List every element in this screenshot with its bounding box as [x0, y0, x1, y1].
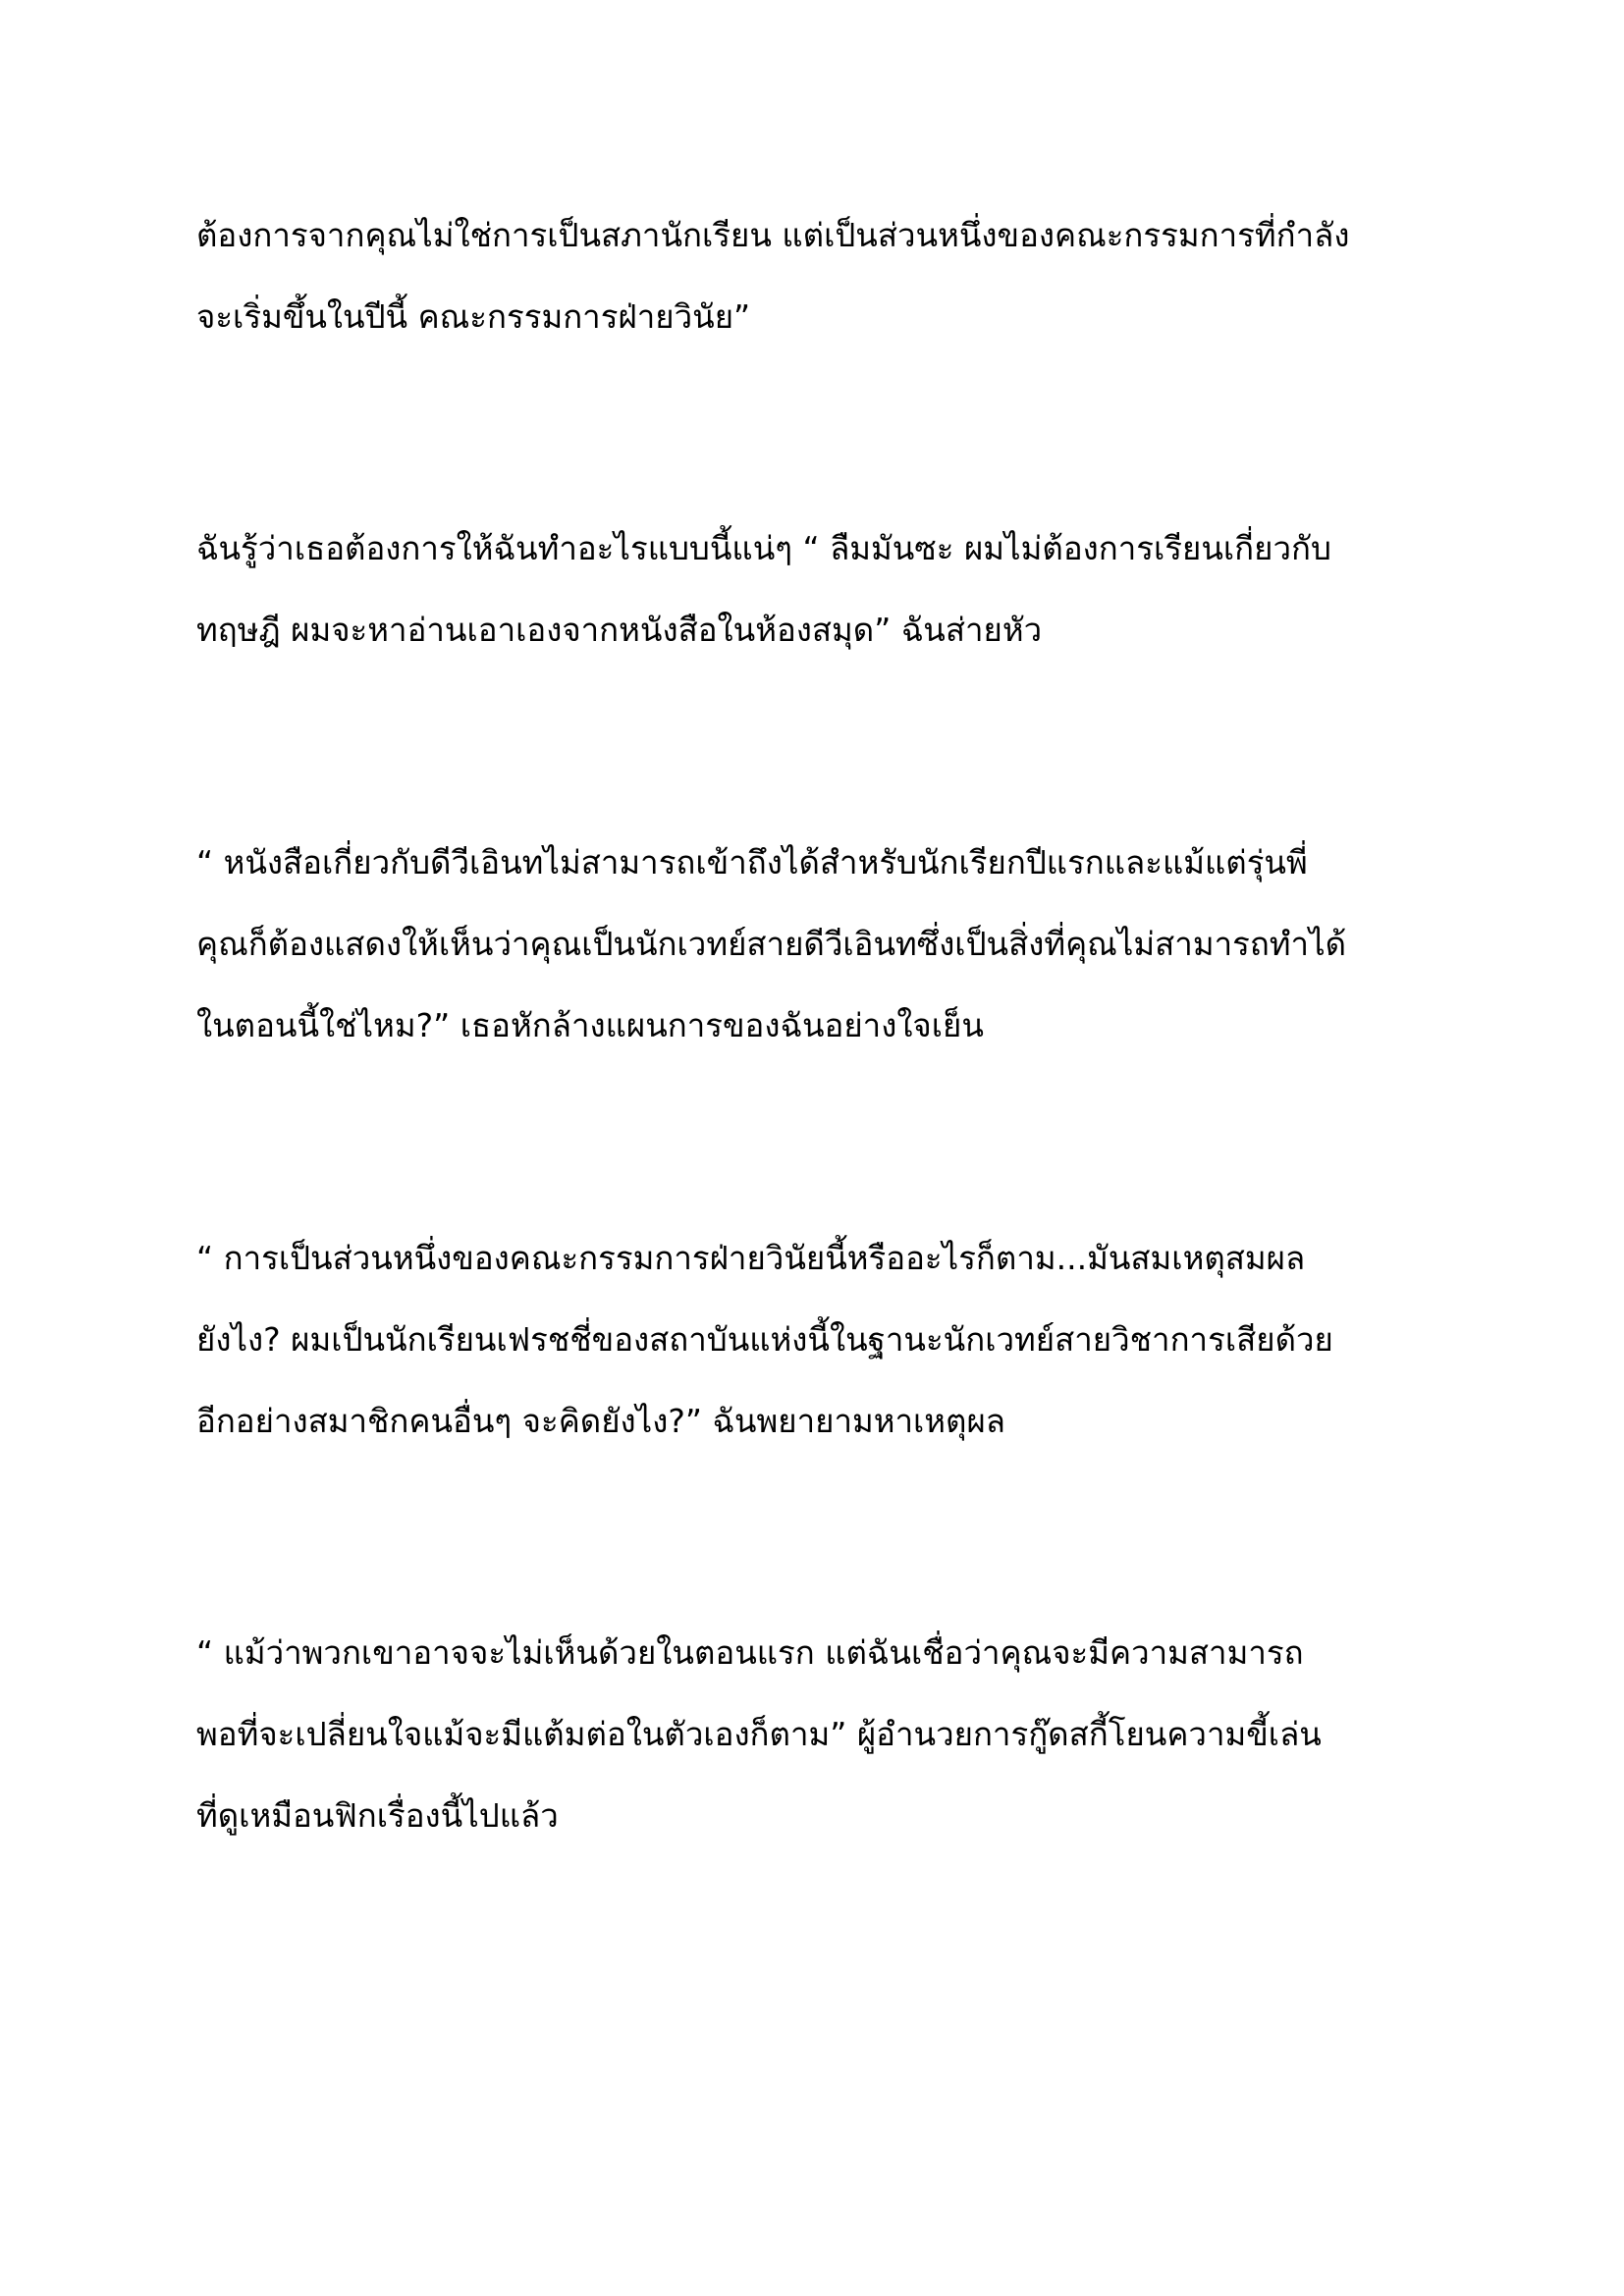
text-line: ในตอนนี้ใช่ไหม?” เธอหักล้างแผนการของฉันอย่างใจเย็น [196, 1006, 984, 1044]
text-line: “ การเป็นส่วนหนึ่งของคณะกรรมการฝ่ายวินัยนี้หรืออะไรก็ตาม...มันสมเหตุสมผล [196, 1239, 1306, 1277]
text-line: “ แม้ว่าพวกเขาอาจจะไม่เห็นด้วยในตอนแรก แต่ฉันเชื่อว่าคุณจะมีความสามารถ [196, 1633, 1304, 1672]
text-line: ฉันรู้ว่าเธอต้องการให้ฉันทำอะไรแบบนี้แน่ๆ “ ลืมมันซะ ผมไม่ต้องการเรียนเกี่ยวกับ [196, 529, 1331, 567]
paragraph-1 [196, 194, 1453, 357]
paragraph-2 [196, 507, 1453, 670]
text-line: พอที่จะเปลี่ยนใจแม้จะมีแต้มต่อในตัวเองก็ตาม” ผู้อำนวยการกู๊ดสกี้โยนความขี้เล่น [196, 1715, 1322, 1753]
text-line: ทฤษฎี ผมจะหาอ่านเอาเองจากหนังสือในห้องสมุด” ฉันส่ายหัว [196, 611, 1043, 649]
paragraph-4 [196, 1217, 1453, 1462]
text-line: จะเริ่มขึ้นในปีนี้ คณะกรรมการฝ่ายวินัย” [196, 297, 751, 336]
text-line: ยังไง? ผมเป็นนักเรียนเฟรชชี่ของสถาบันแห่งนี้ในฐานะนักเวทย์สายวิชาการเสียด้วย [196, 1320, 1333, 1359]
paragraph-5 [196, 1612, 1453, 1856]
text-line: “ หนังสือเกี่ยวกับดีวีเอินทไม่สามารถเข้าถึงได้สำหรับนักเรียกปีแรกและแม้แต่รุ่นพี่ [196, 843, 1308, 881]
paragraph-3 [196, 822, 1453, 1066]
text-line: ที่ดูเหมือนฟิกเรื่องนี้ไปแล้ว [196, 1796, 559, 1835]
text-line: คุณก็ต้องแสดงให้เห็นว่าคุณเป็นนักเวทย์สายดีวีเอินทซึ่งเป็นสิ่งที่คุณไม่สามารถทำได้ [196, 925, 1347, 963]
text-line: อีกอย่างสมาชิกคนอื่นๆ จะคิดยังไง?” ฉันพยายามหาเหตุผล [196, 1402, 1006, 1440]
text-line: ต้องการจากคุณไม่ใช่การเป็นสภานักเรียน แต่เป็นส่วนหนึ่งของคณะกรรมการที่กำลัง [196, 216, 1350, 254]
